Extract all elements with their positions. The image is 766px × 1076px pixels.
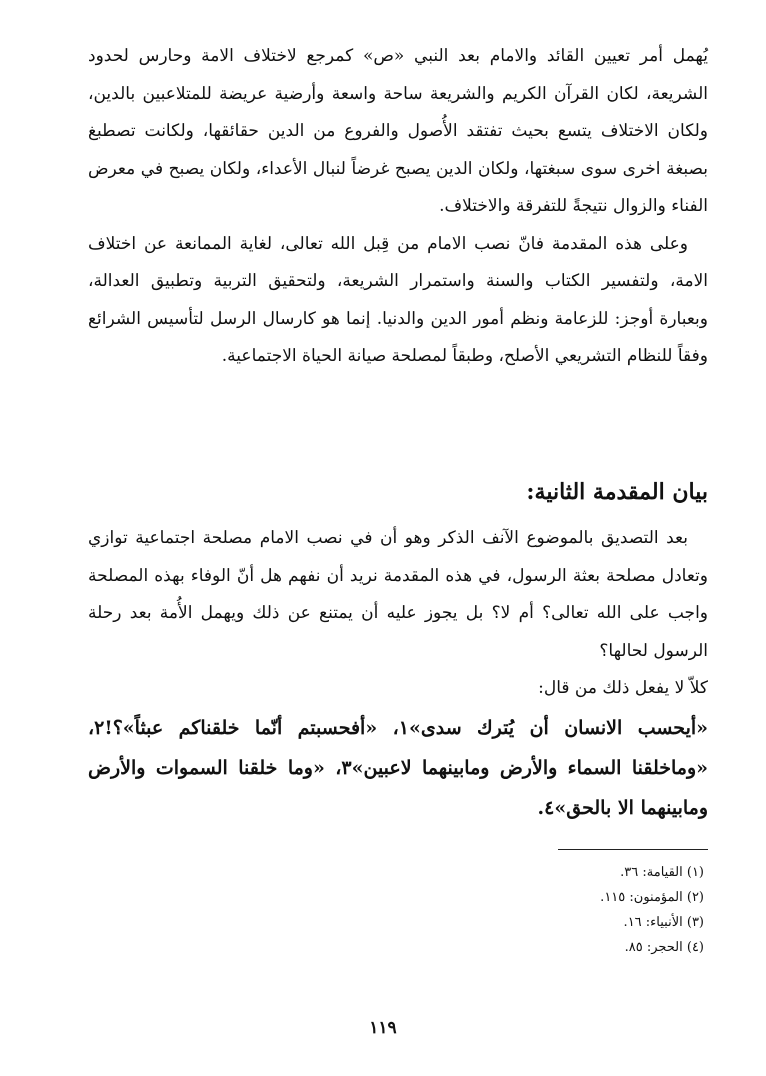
- quote-lead: كلاّ لا يفعل ذلك من قال:: [538, 678, 708, 698]
- paragraph-continued: يُهمل أمر تعيين القائد والامام بعد النبي «ص» كمرجع لاختلاف الامة وحارس لحدود الشريعة، لكان القرآن الكريم والشريعة ساحة واسعة وأرضية عريضة للمتلاعبين بالدين، ولكان الاختلاف يتسع بحيث تفتقد الأُصول والفروع من الدين حقائقها، ولكانت تصطبغ بصبغة اخرى سوى سبغتها، ولكان الدين يصبح غرضاً لنبال الأعداء، ولكان يصبح في معرض الفناء والزوال نتيجةً للتفرقة والاختلاف.: [88, 46, 708, 216]
- section-paragraph: بعد التصديق بالموضوع الآنف الذكر وهو أن في نصب الامام مصلحة اجتماعية توازي وتعادل مصلحة بعثة الرسول، في هذه المقدمة نريد أن نفهم هل أنّ الوفاء بهذه المصلحة واجب على الله تعالى؟ أم لا؟ بل يجوز عليه أن يمتنع عن ذلك ويهمل الأُمة بعد رحلة الرسول لحالها؟: [88, 528, 708, 661]
- footnote-item: (١) القيامة: ٣٦.: [620, 865, 704, 880]
- footnote-item: (٣) الأنبياء: ١٦.: [623, 915, 704, 930]
- quranic-quote: «أيحسب الانسان أن يُترك سدى»١، «أفحسبتم أنّما خلقناكم عبثاً»؟!٢، «وماخلقنا السماء والأرض ومابينهما لاعبين»٣، «وما خلقنا السموات والأرض ومابينهما الا بالحق»٤.: [88, 716, 709, 819]
- footnotes: [600, 860, 704, 960]
- paragraph-premise: وعلى هذه المقدمة فانّ نصب الامام من قِبل الله تعالى، لغاية الممانعة عن اختلاف الامة، ولتفسير الكتاب والسنة واستمرار الشريعة، ولتحقيق التربية وتطبيق العدالة، وبعبارة أوجز: للزعامة ونظم أمور الدين والدنيا. إنما هو كارسال الرسل لتأسيس الشرائع وفقاً للنظام التشريعي الأصلح، وطبقاً لمصلحة صيانة الحياة الاجتماعية.: [88, 233, 708, 366]
- footnote-item: (٤) الحجر: ٨٥.: [624, 940, 704, 955]
- footnote-item: (٢) المؤمنون: ١١٥.: [600, 890, 704, 905]
- section-two-text: [88, 520, 708, 828]
- footnote-separator: [558, 849, 708, 850]
- section-heading: بيان المقدمة الثانية:: [526, 479, 708, 505]
- main-text: [88, 38, 708, 376]
- page-number: ١١٩: [369, 1018, 397, 1038]
